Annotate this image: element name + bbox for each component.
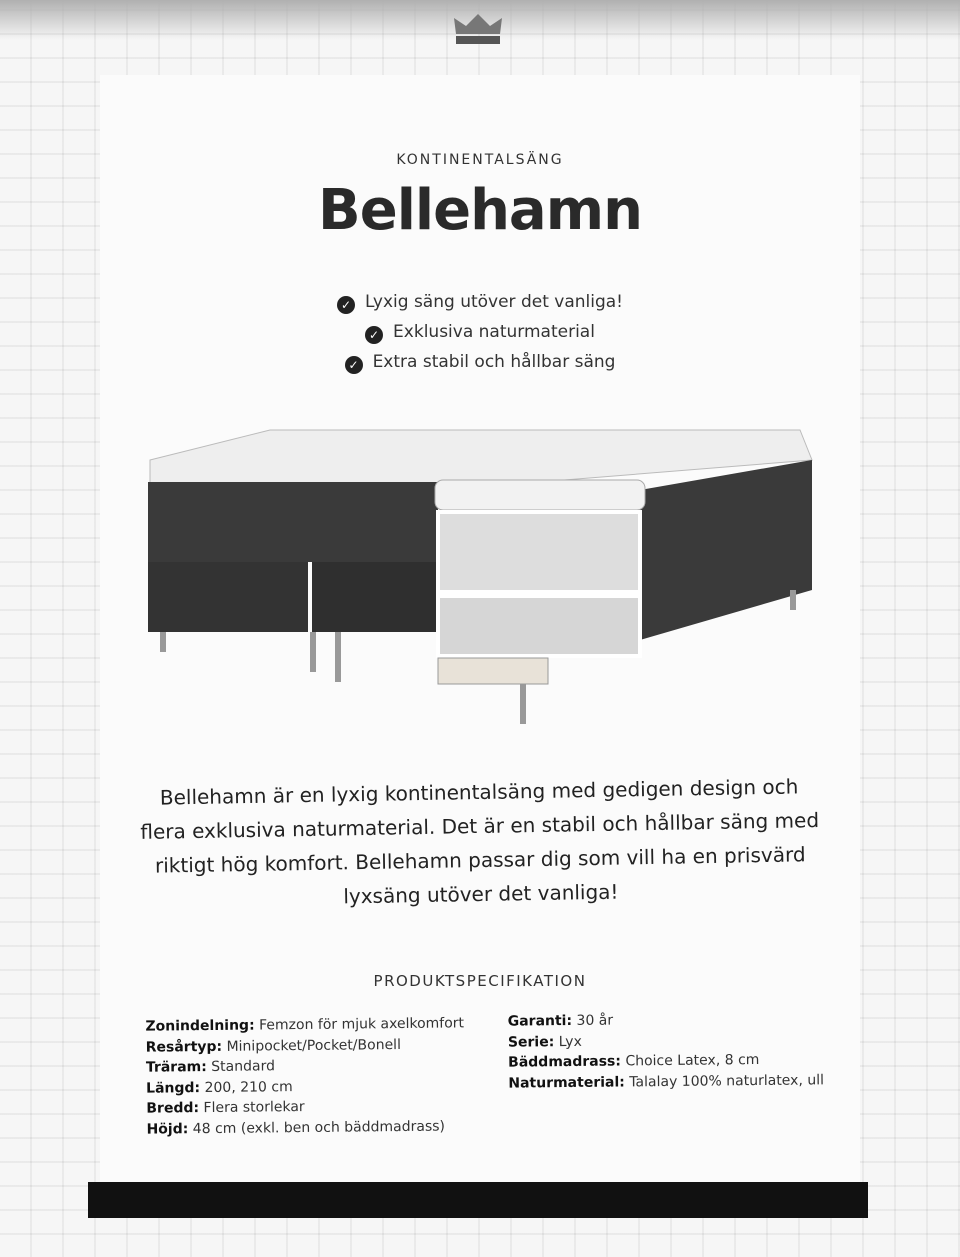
feature-item [0, 322, 960, 344]
spec-value: Minipocket/Pocket/Bonell [226, 1036, 402, 1055]
check-icon: ✓ [365, 326, 383, 344]
spec-label: Serie: [507, 1033, 555, 1051]
feature-item [0, 292, 960, 314]
spec-value: 48 cm (exkl. ben och bäddmadrass) [192, 1118, 446, 1137]
spec-row [145, 1013, 464, 1037]
spec-label: Bredd: [146, 1100, 200, 1117]
check-icon: ✓ [337, 296, 355, 314]
spec-value: Flera storlekar [203, 1099, 305, 1117]
spec-label: Höjd: [146, 1120, 189, 1138]
feature-text: Exklusiva naturmaterial [393, 322, 595, 342]
spec-value: Standard [211, 1058, 276, 1075]
product-title: Bellehamn [318, 178, 642, 243]
spec-list-left [145, 1013, 465, 1139]
spec-row [146, 1116, 465, 1140]
product-description: Bellehamn är en lyxig kontinentalsäng med gedigen design och flera exklusiva naturmaterial. Det är en stabil och hållbar säng med riktigt hög komfort. Bellehamn passar dig som vill ha en prisvärd lyxsäng utöver det vanliga! [140, 774, 820, 909]
spec-label: Längd: [146, 1079, 201, 1097]
spec-heading: PRODUKTSPECIFIKATION [373, 972, 587, 990]
feature-text: Extra stabil och hållbar säng [372, 352, 616, 372]
feature-text: Lyxig säng utöver det vanliga! [365, 292, 623, 312]
spec-label: Naturmaterial: [508, 1073, 625, 1092]
check-icon: ✓ [345, 356, 363, 374]
spec-value: Choice Latex, 8 cm [625, 1052, 760, 1070]
spec-value: Talalay 100% naturlatex, ull [629, 1071, 825, 1090]
spec-label: Träram: [145, 1059, 207, 1076]
crown-logo-icon [452, 12, 504, 46]
spec-value: Lyx [558, 1033, 582, 1050]
spec-value: 30 år [576, 1012, 614, 1029]
spec-row [508, 1070, 824, 1094]
spec-list-right [508, 1008, 824, 1093]
category-label: KONTINENTALSÄNG [396, 152, 564, 168]
spec-label: Zonindelning: [145, 1017, 255, 1035]
bed-image [140, 420, 820, 740]
spec-value: 200, 210 cm [204, 1078, 293, 1096]
feature-item [0, 352, 960, 374]
footer-bar [88, 1182, 868, 1218]
spec-label: Garanti: [507, 1012, 573, 1030]
spec-label: Resårtyp: [145, 1038, 223, 1056]
spec-label: Bäddmadrass: [508, 1053, 622, 1071]
spec-value: Femzon för mjuk axelkomfort [259, 1015, 465, 1034]
